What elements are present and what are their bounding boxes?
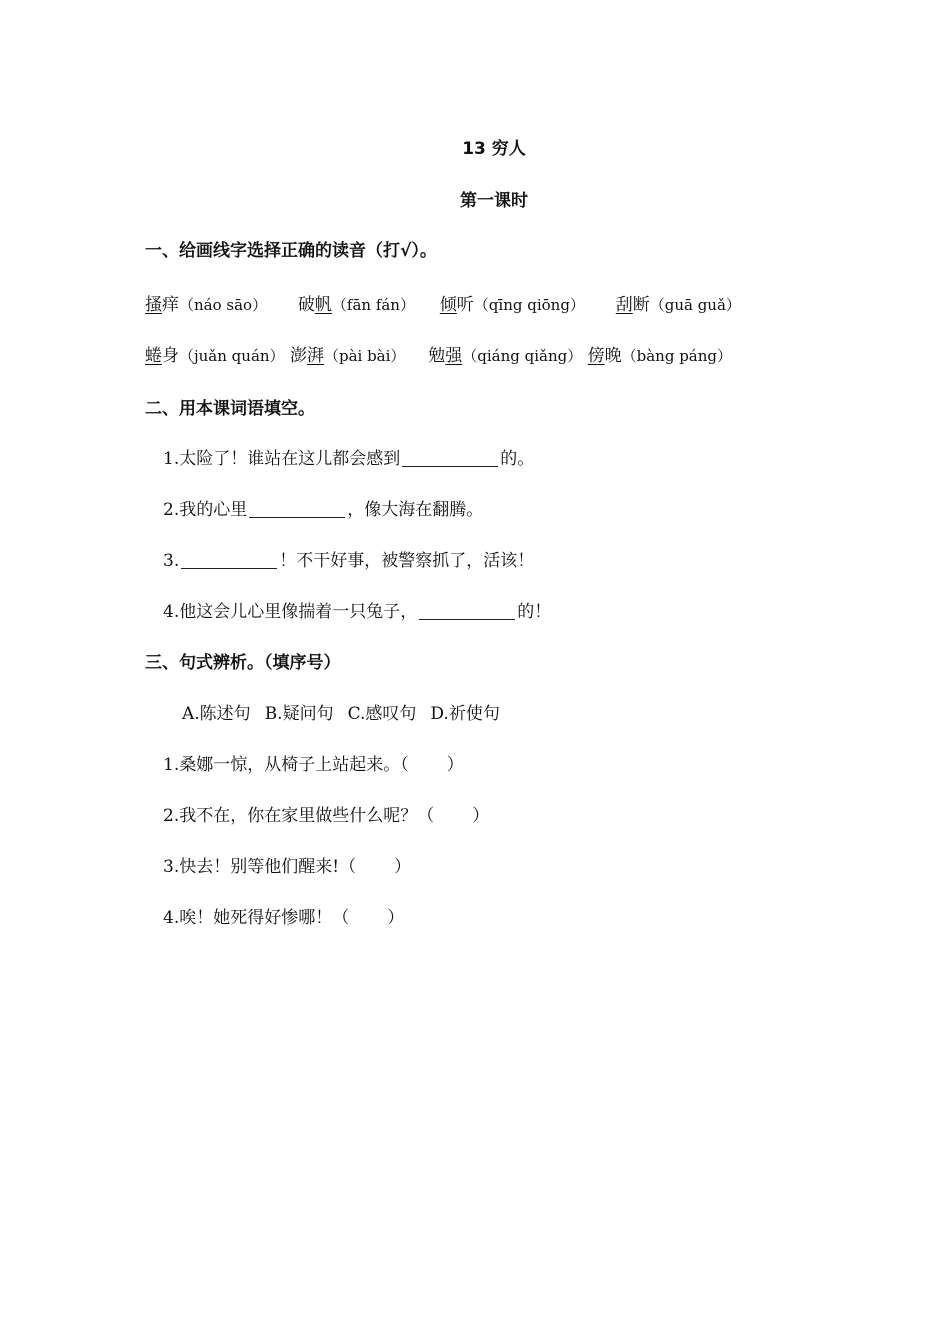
- section3-heading: 三、句式辨析。（填序号）: [145, 653, 341, 673]
- identify-item-2: 2.我不在，你在家里做些什么呢？（ ）: [163, 806, 490, 826]
- answer-blank[interactable]: [402, 450, 498, 467]
- fill-item-4: 4.他这会儿心里像揣着一只兔子， 的！: [163, 602, 552, 622]
- pinyin-item: 搔痒（náo sāo）: [145, 295, 268, 315]
- identify-item-4: 4.唉！她死得好惨哪！（ ）: [163, 908, 405, 928]
- underlined-char: 帆: [314, 295, 332, 315]
- underlined-char: 搔: [145, 295, 162, 315]
- pinyin-item: 傍晚（bàng páng）: [587, 346, 733, 366]
- fill-item-1: 1.太险了！谁站在这儿都会感到 的。: [163, 449, 535, 469]
- answer-blank[interactable]: [181, 552, 277, 569]
- option-d: D.祈使句: [430, 704, 500, 724]
- option-b: B.疑问句: [264, 704, 334, 724]
- pinyin-item: 破帆（fān fán）: [297, 295, 415, 315]
- sentence-type-options: [182, 699, 514, 724]
- underlined-char: 刮: [615, 295, 633, 315]
- pinyin-options: （bàng páng）: [621, 347, 733, 365]
- pinyin-item: 倾听（qīng qiōng）: [439, 295, 585, 315]
- pinyin-options: （guā guǎ）: [649, 296, 741, 314]
- identify-item-3: 3.快去！别等他们醒来!（ ）: [163, 857, 412, 877]
- underlined-char: 傍: [587, 346, 605, 366]
- pinyin-item: 澎湃（pài bài）: [289, 346, 406, 366]
- answer-blank[interactable]: [419, 603, 515, 620]
- pinyin-row-1: [145, 290, 741, 315]
- fill-item-2: 2.我的心里 ，像大海在翻腾。: [163, 500, 484, 520]
- underlined-char: 倾: [439, 295, 457, 315]
- pinyin-options: （juǎn quán）: [179, 347, 285, 365]
- pinyin-options: （náo sāo）: [179, 296, 268, 314]
- option-c: C.感叹句: [347, 704, 417, 724]
- underlined-char: 蜷: [145, 346, 162, 366]
- pinyin-item: 刮断（guā guǎ）: [615, 295, 741, 315]
- option-a: A.陈述句: [182, 704, 251, 724]
- lesson-subtitle: 第一课时: [460, 191, 528, 211]
- pinyin-row-2: [145, 341, 732, 366]
- pinyin-item: 蜷身（juǎn quán）: [145, 346, 285, 366]
- answer-blank[interactable]: [249, 501, 345, 518]
- underlined-char: 强: [445, 346, 463, 366]
- underlined-char: 湃: [306, 346, 324, 366]
- fill-item-3: 3. ！不干好事，被警察抓了，活该！: [163, 551, 535, 571]
- pinyin-options: （fān fán）: [331, 296, 415, 314]
- pinyin-options: （qiáng qiǎng）: [462, 347, 583, 365]
- lesson-title: 13 穷人: [462, 139, 526, 159]
- pinyin-item: 勉强（qiáng qiǎng）: [428, 346, 583, 366]
- section2-heading: 二、用本课词语填空。: [145, 399, 315, 419]
- pinyin-options: （pài bài）: [323, 347, 406, 365]
- pinyin-options: （qīng qiōng）: [473, 296, 585, 314]
- identify-item-1: 1.桑娜一惊，从椅子上站起来。（ ）: [163, 755, 464, 775]
- section1-heading: 一、给画线字选择正确的读音（打√）。: [145, 241, 437, 261]
